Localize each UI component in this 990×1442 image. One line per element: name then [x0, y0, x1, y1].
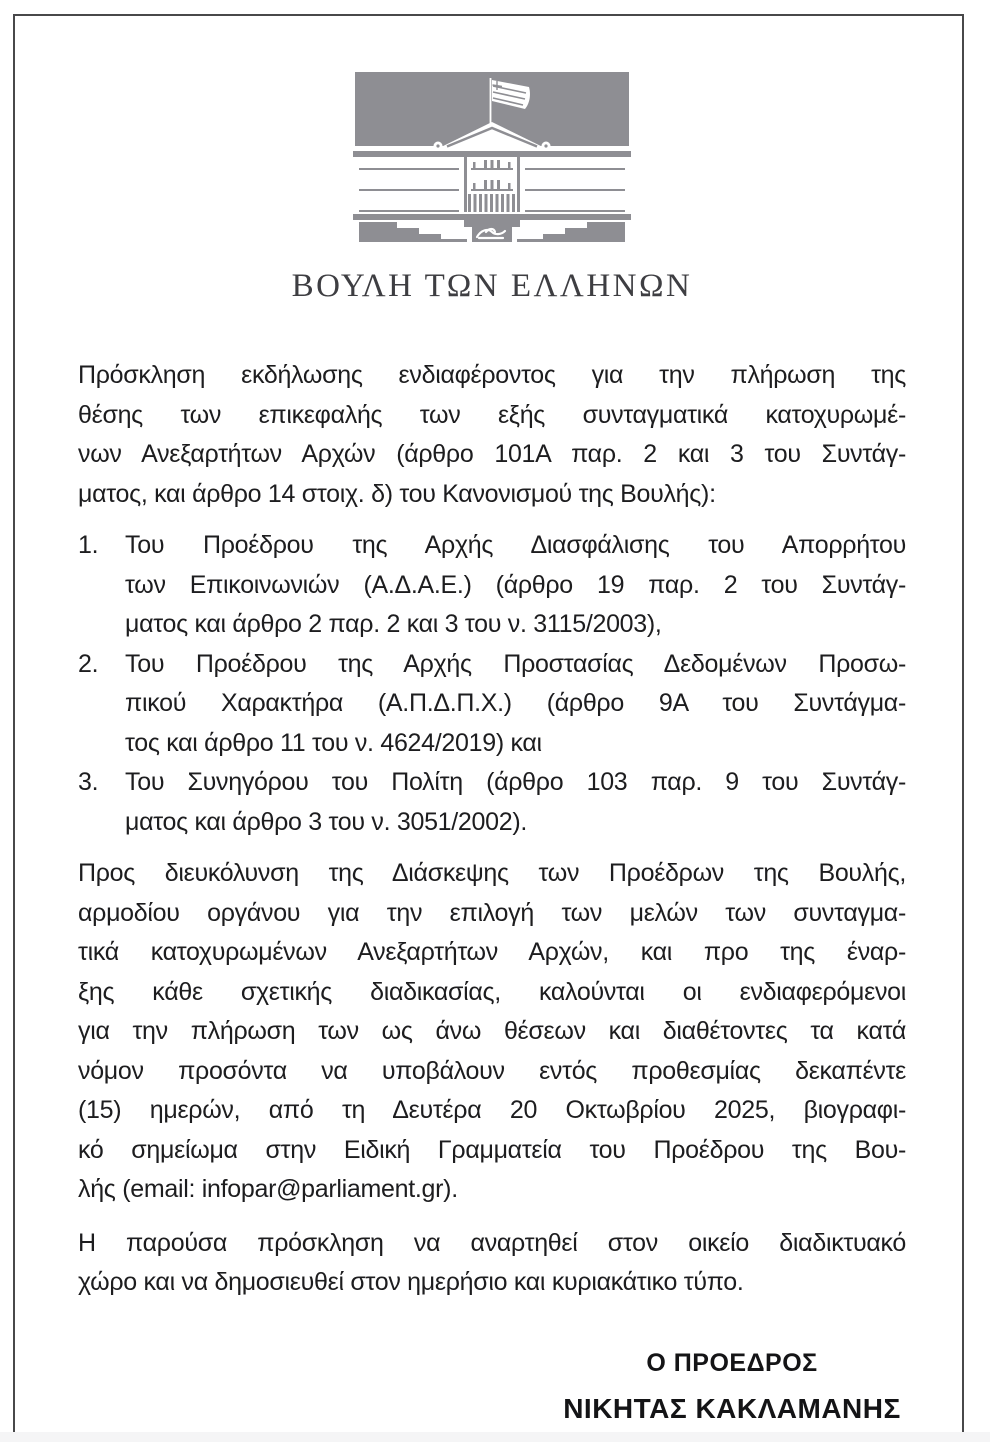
page-edge-band: [0, 1432, 990, 1442]
item-number: 2.: [78, 649, 99, 678]
org-title: ΒΟΥΛΗ ΤΩΝ ΕΛΛΗΝΩΝ: [291, 268, 693, 304]
body-paragraph: Προς διευκόλυνση της Διάσκεψης των Προέδρων της Βουλής, αρμοδίου οργάνου για την επιλογή των μελών των συνταγμα- τικά κατοχυρωμένων Ανεξαρτήτων Αρχών, και προ της έναρ- ξης κάθε σχετικής διαδικασίας, καλούνται οι ενδιαφερόμενοι για την πλήρωση των ως άνω θέσεων και διαθέτοντες τα κατά νόμον προσόντα να υποβάλουν εντός προθεσμίας δεκαπέντε (15) ημερών, από τη Δευτέρα 20 Οκτωβρίου 2025, βιογραφι- κό σημείωμα στην Ειδική Γραμματεία του Προέδρου της Βου- λής (email: infopar@parliament.gr).: [78, 859, 906, 1203]
signature-title: Ο ΠΡΟΕΔΡΟΣ: [646, 1348, 818, 1377]
signature-name: ΝΙΚΗΤΑΣ ΚΑΚΛΑΜΑΝΗΣ: [563, 1392, 901, 1424]
item-text: Του Συνηγόρου του Πολίτη (άρθρο 103 παρ. 9 του Συντάγ- ματος και άρθρο 3 του ν. 3051/2002).: [125, 768, 906, 836]
item-text: Του Προέδρου της Αρχής Προστασίας Δεδομένων Προσω- πικού Χαρακτήρα (Α.Π.Δ.Π.Χ.) (άρθρο 9Α του Συντάγμα- τος και άρθρο 11 του ν. 4624/2019) και: [125, 649, 906, 757]
intro-paragraph: Πρόσκληση εκδήλωσης ενδιαφέροντος για την πλήρωση της θέσης των επικεφαλής των εξής συνταγματικά κατοχυρωμέ- νων Ανεξαρτήτων Αρχών (άρθρο 101Α παρ. 2 και 3 του Συντάγ- ματος, και άρθρο 14 στοιχ. δ) του Κανονισμού της Βουλής):: [78, 361, 906, 508]
item-number: 1.: [78, 531, 99, 559]
list-item: [78, 645, 906, 764]
document-content: [78, 0, 906, 1426]
parliament-logo: [78, 72, 906, 242]
signature-block: [558, 1347, 906, 1426]
list-item: [78, 526, 906, 645]
item-number: 3.: [78, 768, 99, 796]
hellenic-parliament-building-icon: [353, 72, 631, 242]
authorities-list: [78, 526, 906, 842]
closing-paragraph: Η παρούσα πρόσκληση να αναρτηθεί στον οικείο διαδικτυακό χώρο και να δημοσιευθεί στον ημερήσιο και κυριακάτικο τύπο.: [78, 1228, 906, 1296]
item-text: Του Προέδρου της Αρχής Διασφάλισης του Απορρήτου των Επικοινωνιών (Α.Δ.Α.Ε.) (άρθρο 19 παρ. 2 του Συντάγ- ματος και άρθρο 2 παρ. 2 και 3 του ν. 3115/2003),: [125, 531, 906, 638]
list-item: [78, 763, 906, 842]
